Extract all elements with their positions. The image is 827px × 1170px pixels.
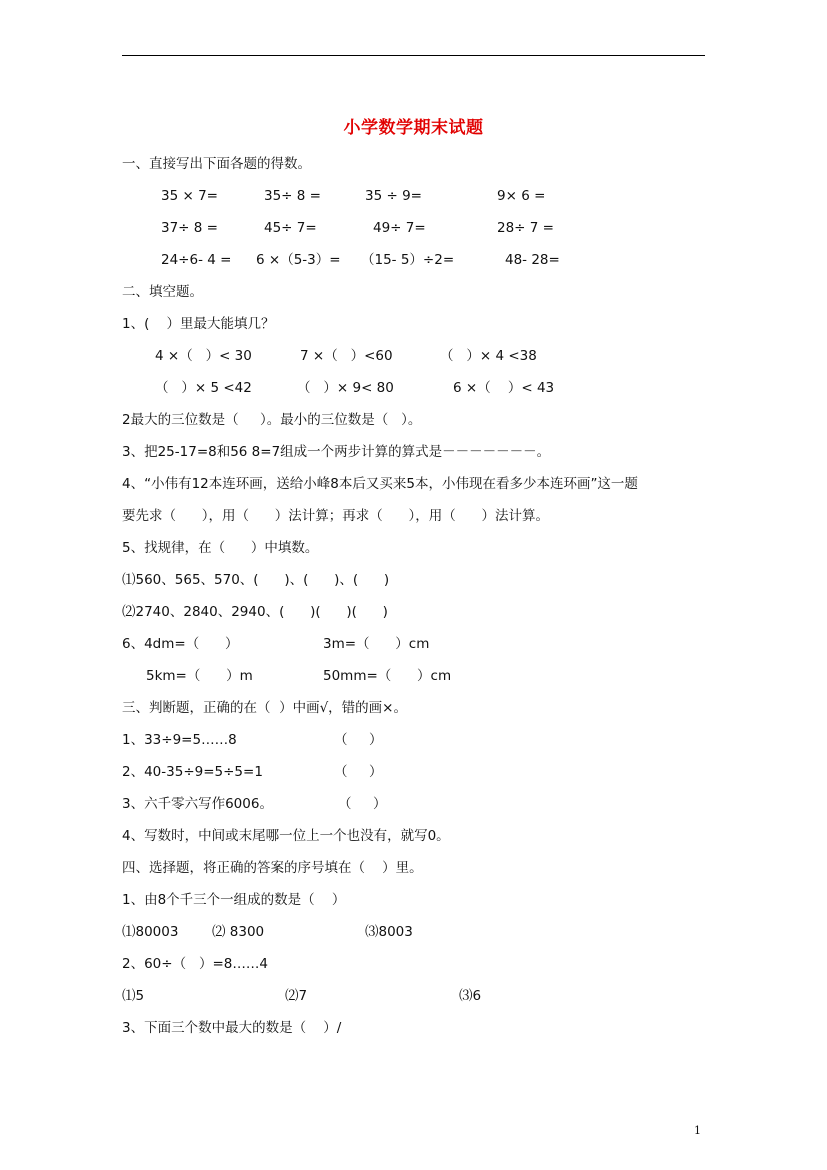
worksheet-line: 4 ×（ ）< 30 — [155, 348, 252, 364]
page-title: 小学数学期末试题 — [343, 118, 484, 138]
worksheet-line: 4、“小伟有12本连环画，送给小峰8本后又买来5本，小伟现在看多少本连环画”这一题 — [122, 476, 638, 492]
worksheet-line: 6、4dm=（ ） — [122, 636, 239, 652]
worksheet-line: 3m=（ ）cm — [323, 636, 430, 652]
worksheet-line: 1、( ）里最大能填几？ — [122, 316, 275, 332]
worksheet-line: ⑶6 — [459, 988, 482, 1004]
worksheet-line: 37÷ 8 = — [161, 220, 218, 236]
worksheet-line: （ ） — [338, 796, 387, 812]
worksheet-line: ⑴5 — [122, 988, 145, 1004]
page-number: 1 — [694, 1124, 701, 1137]
worksheet-line: 1、33÷9=5……8 — [122, 732, 237, 748]
worksheet-line: 28÷ 7 = — [497, 220, 554, 236]
worksheet-line: 48- 28= — [505, 252, 560, 268]
worksheet-line: 5km=（ ）m — [146, 668, 253, 684]
worksheet-line: 2最大的三位数是（ ）。最小的三位数是（ ）。 — [122, 412, 422, 428]
worksheet-line: 6 ×（ ）< 43 — [453, 380, 555, 396]
worksheet-line: 1、由8个千三个一组成的数是（ ） — [122, 892, 346, 908]
worksheet-line: ⑵7 — [285, 988, 308, 1004]
worksheet-line: （ ）× 4 <38 — [440, 348, 537, 364]
worksheet-line: ⑵ 8300 — [212, 924, 265, 940]
worksheet-line: （ ） — [334, 764, 383, 780]
worksheet-line: 6 ×（5-3）= — [256, 252, 341, 268]
worksheet-line: 35 ÷ 9= — [365, 188, 422, 204]
worksheet-line: 35÷ 8 = — [264, 188, 321, 204]
worksheet-line: （15- 5）÷2= — [361, 252, 455, 268]
worksheet-line: 24÷6- 4 = — [161, 252, 232, 268]
worksheet-line: 45÷ 7= — [264, 220, 317, 236]
worksheet-line: 35 × 7= — [161, 188, 218, 204]
worksheet-line: 二、填空题。 — [122, 284, 203, 300]
worksheet-line: ⑴80003 — [122, 924, 179, 940]
worksheet-line: 三、判断题，正确的在（ ）中画√，错的画×。 — [122, 700, 407, 716]
worksheet-line: 50mm=（ ）cm — [323, 668, 452, 684]
worksheet-line: 5、找规律，在（ ）中填数。 — [122, 540, 319, 556]
worksheet-line: 3、把25-17=8和56 8=7组成一个两步计算的算式是－－－－－－－。 — [122, 444, 551, 460]
worksheet-line: 3、下面三个数中最大的数是（ ）/ — [122, 1020, 342, 1036]
worksheet-line: 四、选择题，将正确的答案的序号填在（ ）里。 — [122, 860, 423, 876]
worksheet-line: ⑶8003 — [365, 924, 413, 940]
worksheet-line: （ ）× 5 <42 — [155, 380, 252, 396]
worksheet-line: 49÷ 7= — [373, 220, 426, 236]
worksheet-line: 要先求（ ），用（ ）法计算；再求（ ），用（ ）法计算。 — [122, 508, 549, 524]
worksheet-line: （ ）× 9< 80 — [297, 380, 394, 396]
worksheet-line: 7 ×（ ）<60 — [300, 348, 393, 364]
header-rule — [122, 55, 705, 56]
worksheet-line: （ ） — [334, 732, 383, 748]
worksheet-line: 4、写数时，中间或末尾哪一位上一个也没有，就写0。 — [122, 828, 450, 844]
worksheet-line: 9× 6 = — [497, 188, 546, 204]
worksheet-line: ⑴560、565、570、( )、( )、( ) — [122, 572, 390, 588]
worksheet-line: 2、60÷（ ）=8……4 — [122, 956, 268, 972]
worksheet-line: 2、40-35÷9=5÷5=1 — [122, 764, 263, 780]
worksheet-line: 3、六千零六写作6006。 — [122, 796, 273, 812]
worksheet-line: ⑵2740、2840、2940、( )( )( ) — [122, 604, 388, 620]
worksheet-line: 一、直接写出下面各题的得数。 — [122, 156, 311, 172]
